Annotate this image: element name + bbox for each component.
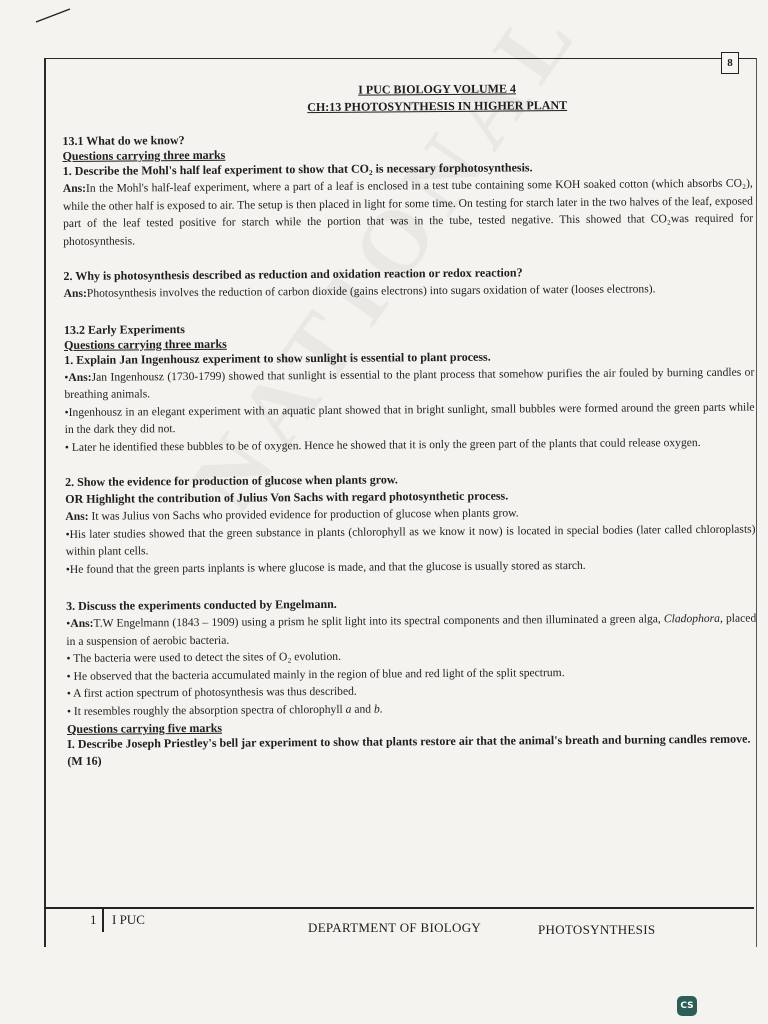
footer-topic: PHOTOSYNTHESIS [538,922,656,937]
footer-rule [44,907,754,909]
document-content [62,79,757,770]
bullet: • Later he identified these bubbles to be of oxygen. Hence he showed that it is only the green part of the plants that could release oxygen. [64,435,701,454]
question-alt: OR Highlight the contribution of Julius Von Sachs with regard photosynthetic process. [65,488,509,506]
answer [63,175,754,250]
answer-text: Photosynthesis involves the reduction of carbon dioxide (gains electrons) into sugars oxidation of water (looses electrons). [86,282,656,300]
marks-heading: Questions carrying three marks [63,336,227,352]
question: 2. Show the evidence for production of glucose when plants grow. [65,472,398,489]
question: I. Describe Joseph Priestley's bell jar experiment to show that plants restore air that the animal's breath and burning candles remove. (M 16) [67,731,751,768]
bullet-text: His later studies showed that the green substance in plants (chlorophyll as we know it now) is located in special bodies (later called chloroplasts) within plant cells. [65,522,756,558]
bullet: •Ingenhousz in an elegant experiment with an aquatic plant showed that in bright sunlight, small bubbles were formed around the green parts while in the dark they did not. [64,400,755,436]
section-13-1 [62,129,753,303]
bullet: • A first action spectrum of photosynthesis was thus described. [66,684,357,700]
bullet-text: It resembles roughly the absorption spectra of chlorophyll [73,702,346,718]
camscanner-badge-icon: CS [677,996,697,1016]
species-name: Cladophora [663,611,721,626]
answer-label: Ans: [70,616,94,630]
bullet: •Ans:Jan Ingenhousz (1730-1799) showed that sunlight is essential to the plant process that somehow purifies the air fouled by burning candles or breathing animals. [64,365,755,401]
footer-separator [102,908,104,932]
bullet-text: He observed that the bacteria accumulated mainly in the region of blue and red light of the split spectrum. [73,665,565,683]
section-heading: 13.2 Early Experiments [63,321,185,337]
pen-stroke-mark [34,6,74,26]
answer-text: It was Julius von Sachs who provided evidence for production of glucose when plants grow. [88,506,519,523]
bullet-text: and [351,702,375,716]
answer-label: Ans: [68,370,92,384]
document-title [122,79,752,118]
question: 1. Describe the Mohl's half leaf experiment to show that CO₂ is necessary forphotosynthesis. [62,160,533,178]
bullet-text: Ingenhousz in an elegant experiment with an aquatic plant showed that in bright sunlight, small bubbles were formed around the green parts while in the dark they did not. [64,400,755,436]
bullet-text: He found that the green parts inplants is where glucose is made, and that the glucose is usually stored as starch. [69,558,586,576]
answer-label: Ans: [62,181,87,195]
bullet: • It resembles roughly the absorption spectra of chlorophyll a and b. [66,702,383,718]
question: 2. Why is photosynthesis described as reduction and oxidation reaction or redox reaction? [63,265,523,283]
page-footer [86,912,726,938]
bullet-text: . [379,702,383,716]
bullet: •Ans:T.W Engelmann (1843 – 1909) using a prism he split light into its spectral components and then illuminated a green alga, Cladophora, placed in a suspension of aerobic bacteria. [66,611,757,648]
bullet-text: T.W Engelmann (1843 – 1909) using a prism he split light into its spectral components and then illuminated a green alga, [93,612,664,630]
title-line-1: I PUC BIOLOGY VOLUME 4 [358,81,516,97]
bullet-text: , placed in a suspension of aerobic bacteria. [66,611,757,648]
bullet-text: A first action spectrum of photosynthesis was thus described. [73,684,357,700]
section-13-2 [64,317,757,770]
page-number: 8 [721,52,739,74]
chlorophyll-a: a [345,702,352,716]
footer-page-number: 1 [90,912,97,927]
marks-heading: Questions carrying five marks [67,720,223,736]
answer-text: In the Mohl's half-leaf experiment, where a part of a leaf is enclosed in a test tube containing some KOH soaked cotton (which absorbs CO₂), while the other half is exposed to air. The setup is then placed in light for some time. On testing for starch later in the two halves of the leaf, exposed part of the leaf tested positive for starch while the portion that was in the tube, tested negative. This showed that CO₂was required for photosynthesis. [62,176,754,248]
title-line-2: CH:13 PHOTOSYNTHESIS IN HIGHER PLANT [307,98,568,115]
bullet-text: Later he identified these bubbles to be of oxygen. Hence he showed that it is only the green part of the plants that could release oxygen. [71,435,701,454]
bullet-text: Jan Ingenhousz (1730-1799) showed that sunlight is essential to the plant process that somehow purifies the air fouled by burning candles or breathing animals. [64,365,755,401]
bullet: •His later studies showed that the green substance in plants (chlorophyll as we know it now) is located in special bodies (later called chloroplasts) within plant cells. [65,522,756,558]
answer-label: Ans: [63,286,87,300]
question: 1. Explain Jan Ingenhousz experiment to show sunlight is essential to plant process. [64,349,491,367]
footer-class: I PUC [112,912,145,927]
bullet: • He observed that the bacteria accumulated mainly in the region of blue and red light of the split spectrum. [66,665,565,683]
chlorophyll-b: b [373,702,380,716]
bullet: • The bacteria were used to detect the sites of O₂ evolution. [66,649,342,665]
bullet: •He found that the green parts inplants is where glucose is made, and that the glucose is usually stored as starch. [65,558,586,576]
section-heading: 13.1 What do we know? [62,133,185,148]
answer-label: Ans: [65,509,89,523]
marks-heading: Questions carrying three marks [62,147,226,163]
bullet-text: The bacteria were used to detect the sites of O₂ evolution. [73,649,342,665]
question: 3. Discuss the experiments conducted by Engelmann. [66,596,337,613]
footer-department: DEPARTMENT OF BIOLOGY [308,920,482,935]
